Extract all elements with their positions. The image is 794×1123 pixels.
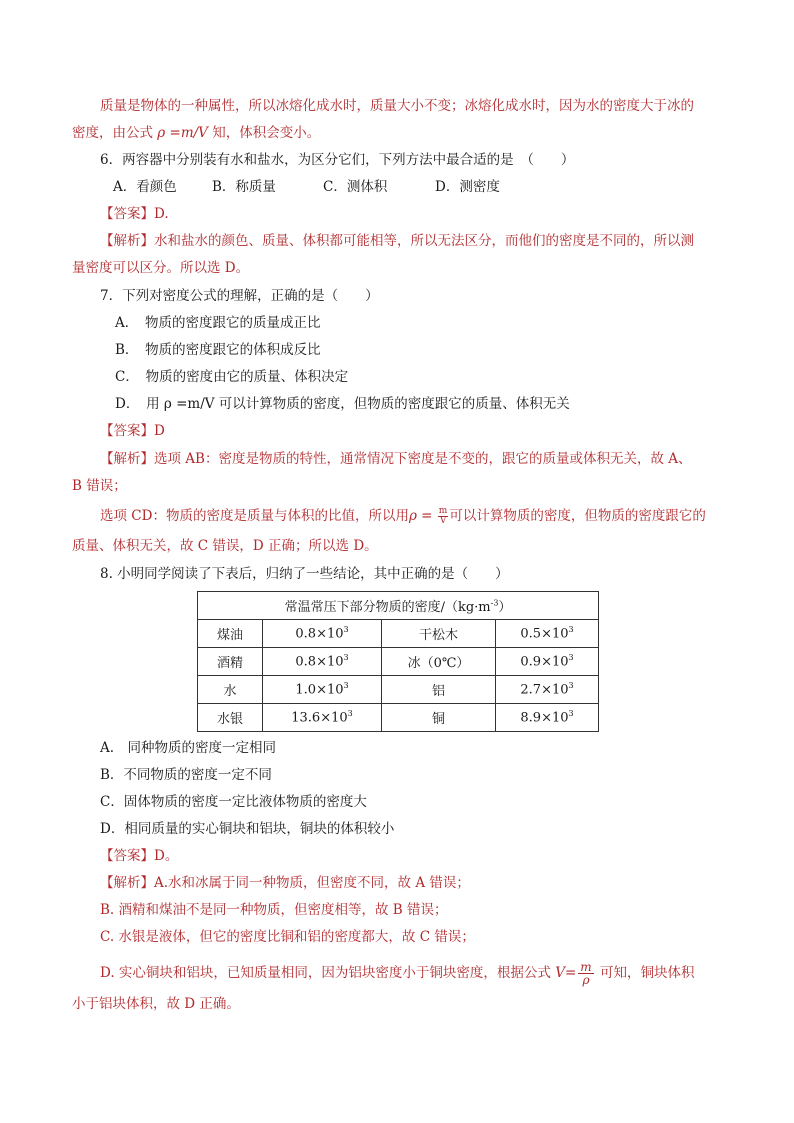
q6-analysis-2: 量密度可以区分。所以选 D。: [72, 260, 250, 276]
table-row: 水银 $13.6\times 10^3$ 铜 $8.9\times 10^3$: [198, 704, 599, 732]
q8-option-c: C．固体物质的密度一定比液体物质的密度大: [100, 794, 367, 810]
q7-analysis-4: 质量、体积无关，故 C 错误，D 正确；所以选 D。: [72, 538, 378, 554]
mass-over-volume-fraction: $\frac{m}{V}$: [438, 506, 448, 526]
q7-option-a: A． 物质的密度跟它的质量成正比: [115, 315, 321, 331]
table-row: 水 $1.0\times 10^3$ 铝 $2.7\times 10^3$: [198, 676, 599, 704]
q8-analysis-2: B. 酒精和煤油不是同一种物质，但密度相等，故 B 错误；: [100, 902, 448, 918]
q7-answer: 【答案】D: [100, 423, 165, 439]
mass-over-density-fraction: $\frac{m}{\rho}$: [580, 960, 592, 987]
q7-analysis-3: 选项 CD：物质的密度是质量与体积的比值，所以用ρ = $\frac{m}{V}$ 可以计算物质的密度，但物质的密度跟它的: [100, 506, 706, 526]
q8-analysis-1: 【解析】A.水和冰属于同一种物质，但密度不同，故 A 错误；: [100, 875, 470, 891]
intro-line-1: 质量是物体的一种属性，所以冰熔化成水时，质量大小不变；冰熔化成水时，因为水的密度大于冰的: [100, 98, 694, 114]
q8-stem: 8. 小明同学阅读了下表后，归纳了一些结论，其中正确的是（ ）: [100, 566, 509, 582]
q7-option-c: C． 物质的密度由它的质量、体积决定: [115, 369, 349, 385]
q8-analysis-3: C. 水银是液体，但它的密度比铜和铝的密度都大，故 C 错误；: [100, 929, 475, 945]
q7-option-d: D． 用 ρ =m/V 可以计算物质的密度，但物质的密度跟它的质量、体积无关: [115, 396, 570, 412]
q8-option-d: D．相同质量的实心铜块和铝块，铜块的体积较小: [100, 821, 395, 837]
q6-analysis-1: 【解析】水和盐水的颜色、质量、体积都可能相等，所以无法区分，而他们的密度是不同的，所以测: [100, 233, 694, 249]
q6-option-d: D．测密度: [435, 179, 500, 195]
intro-line-2: 密度，由公式 ρ =m/V 知，体积会变小。: [72, 125, 321, 141]
q6-option-a: A．看颜色: [113, 179, 177, 195]
q8-option-b: B．不同物质的密度一定不同: [100, 767, 272, 783]
q8-option-a: A. 同种物质的密度一定相同: [100, 740, 277, 756]
table-row: 酒精 $0.8\times 10^3$ 冰（0℃） $0.9\times 10^3$: [198, 648, 599, 676]
q8-answer: 【答案】D。: [100, 848, 179, 864]
q6-option-b: B．称质量: [212, 179, 276, 195]
table-row: 煤油 $0.8\times 10^3$ 干松木 $0.5\times 10^3$: [198, 620, 599, 648]
density-formula: ρ =m/V: [157, 125, 208, 141]
q8-analysis-5: 小于铝块体积，故 D 正确。: [72, 996, 240, 1012]
q7-option-b: B． 物质的密度跟它的体积成反比: [115, 342, 321, 358]
q7-stem: 7．下列对密度公式的理解，正确的是（ ）: [100, 288, 379, 304]
density-table: [197, 591, 599, 732]
q6-stem: 6．两容器中分别装有水和盐水，为区分它们，下列方法中最合适的是 （ ）: [100, 152, 575, 168]
q6-option-c: C．测体积: [323, 179, 388, 195]
q6-answer: 【答案】D.: [100, 206, 169, 222]
q7-analysis-2: B 错误；: [72, 478, 127, 494]
q7-analysis-1: 【解析】选项 AB：密度是物质的特性，通常情况下密度是不变的，跟它的质量或体积无关，故 A、: [100, 451, 692, 467]
q8-analysis-4: D. 实心铜块和铝块，已知质量相同，因为铝块密度小于铜块密度，根据公式 V= $\frac{m}{\rho}$ 可知，铜块体积: [100, 960, 695, 987]
table-caption: 常温常压下部分物质的密度$/(kg\cdot m^{-3})$: [198, 592, 599, 620]
